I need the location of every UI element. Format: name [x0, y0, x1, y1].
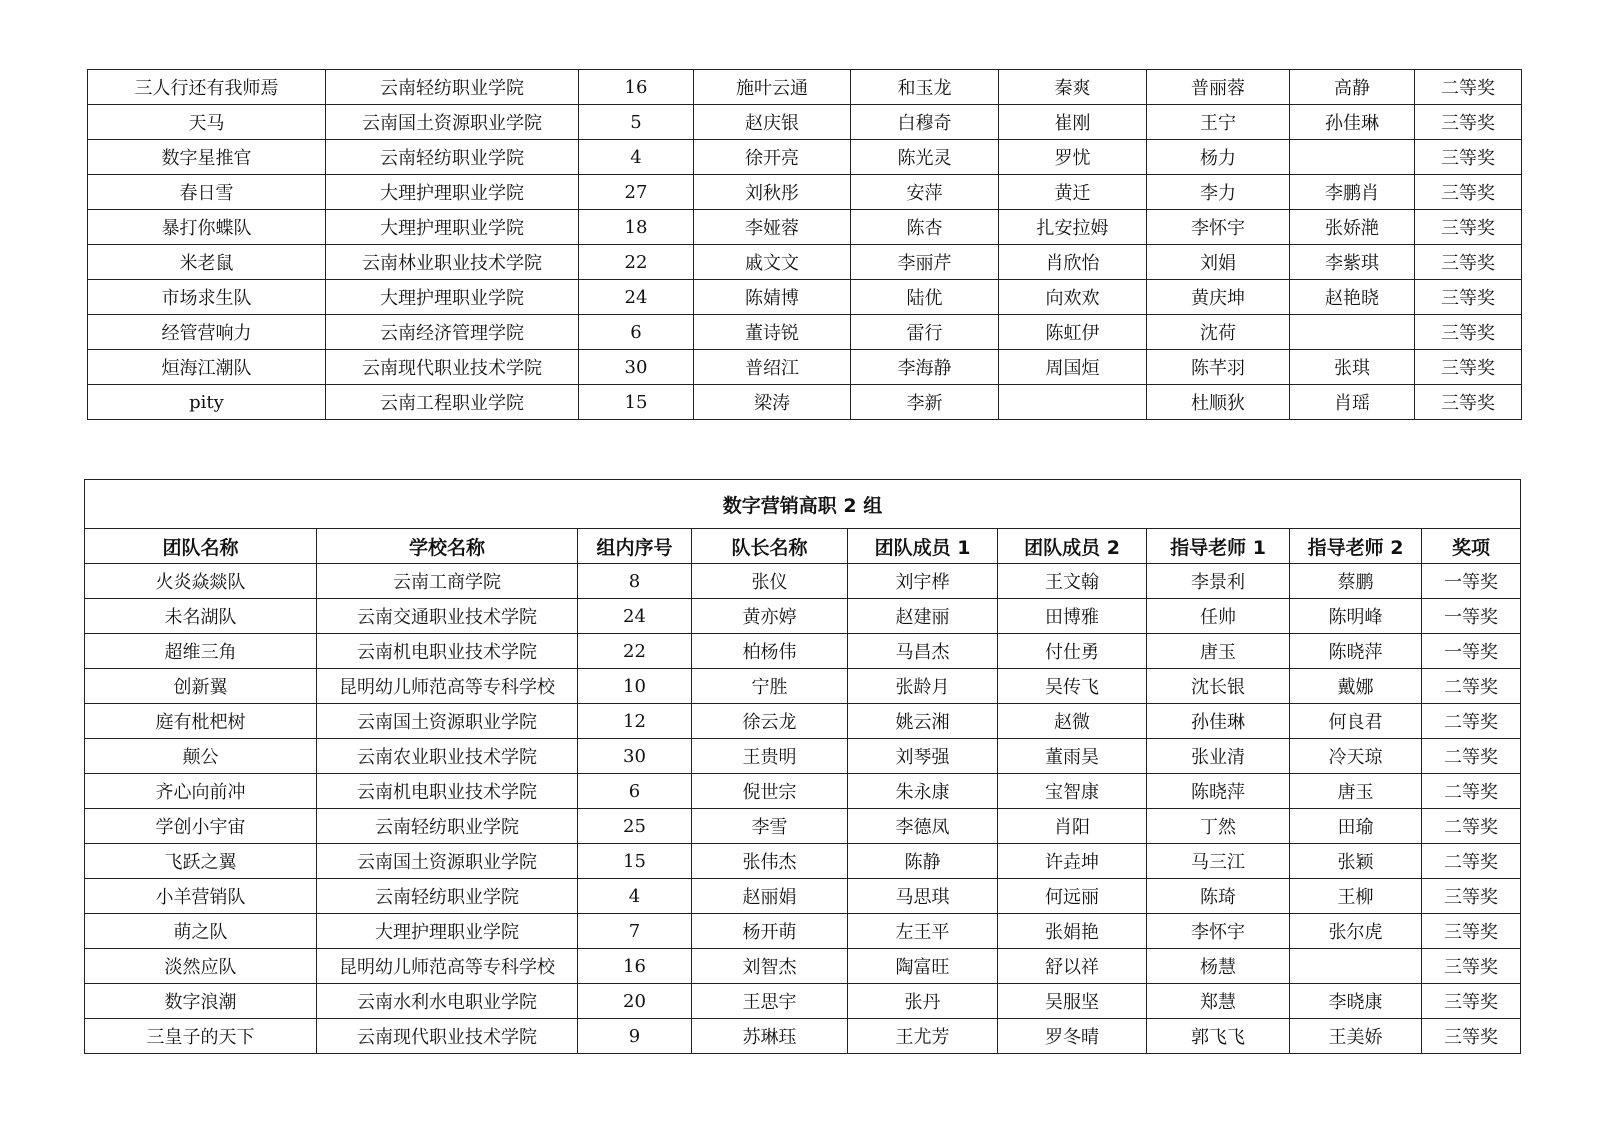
table1-body: [88, 70, 1522, 420]
table-cell: 云南轻纺职业学院: [326, 70, 579, 105]
table-cell: 田瑜: [1290, 809, 1422, 844]
table-row: [88, 210, 1522, 245]
table-cell: [1290, 315, 1415, 350]
table-cell: 陈琦: [1147, 879, 1290, 914]
table-cell: 赵庆银: [694, 105, 851, 140]
table-cell: 米老鼠: [88, 245, 326, 280]
table-row: [85, 949, 1521, 984]
table-cell: 火炎焱燚队: [85, 564, 317, 599]
table-cell: 烜海江潮队: [88, 350, 326, 385]
table-cell: 冷天琼: [1290, 739, 1422, 774]
table-cell: 云南经济管理学院: [326, 315, 579, 350]
table-cell: 李鹏肖: [1290, 175, 1415, 210]
table-cell: 施叶云通: [694, 70, 851, 105]
table-cell: 徐开亮: [694, 140, 851, 175]
table-cell: 陈虹伊: [999, 315, 1147, 350]
table-cell: 刘智杰: [692, 949, 848, 984]
table-cell: 云南机电职业技术学院: [317, 634, 578, 669]
table-cell: 24: [579, 280, 694, 315]
table-cell: 徐云龙: [692, 704, 848, 739]
table-cell: 一等奖: [1422, 564, 1521, 599]
table-cell: 陆优: [851, 280, 999, 315]
table-cell: 孙佳琳: [1290, 105, 1415, 140]
table-cell: 戴娜: [1290, 669, 1422, 704]
table-cell: 萌之队: [85, 914, 317, 949]
table-cell: 昆明幼儿师范高等专科学校: [317, 949, 578, 984]
table-cell: 云南轻纺职业学院: [317, 879, 578, 914]
table-cell: 云南机电职业技术学院: [317, 774, 578, 809]
table-cell: 15: [579, 385, 694, 420]
table-cell: 杨开萌: [692, 914, 848, 949]
table-cell: 三等奖: [1422, 879, 1521, 914]
table-cell: 刘琴强: [848, 739, 998, 774]
table-cell: 陈婧博: [694, 280, 851, 315]
table-cell: 李晓康: [1290, 984, 1422, 1019]
awards-table-group-2: [84, 479, 1521, 1054]
table-cell: 肖阳: [998, 809, 1147, 844]
table-cell: 三等奖: [1422, 1019, 1521, 1054]
table-cell: 一等奖: [1422, 634, 1521, 669]
table-row: [88, 245, 1522, 280]
column-header: 奖项: [1422, 529, 1521, 564]
table-cell: 庭有枇杷树: [85, 704, 317, 739]
table-cell: 一等奖: [1422, 599, 1521, 634]
table-cell: 云南林业职业技术学院: [326, 245, 579, 280]
table-cell: 大理护理职业学院: [326, 210, 579, 245]
table-cell: 4: [578, 879, 692, 914]
table-cell: 马思琪: [848, 879, 998, 914]
caption-row: [85, 480, 1521, 529]
table-cell: 李丽芹: [851, 245, 999, 280]
table-cell: 云南国土资源职业学院: [317, 704, 578, 739]
table-cell: 陈静: [848, 844, 998, 879]
table-cell: 未名湖队: [85, 599, 317, 634]
table-cell: 10: [578, 669, 692, 704]
table-cell: 三皇子的天下: [85, 1019, 317, 1054]
table-cell: 淡然应队: [85, 949, 317, 984]
table-cell: 杨慧: [1147, 949, 1290, 984]
table-cell: 王柳: [1290, 879, 1422, 914]
table-cell: 三等奖: [1415, 175, 1522, 210]
column-header: 队长名称: [692, 529, 848, 564]
table-cell: 二等奖: [1415, 70, 1522, 105]
table-cell: 6: [578, 774, 692, 809]
table-cell: 8: [578, 564, 692, 599]
table-cell: 黄庆坤: [1147, 280, 1290, 315]
table-cell: 李怀宇: [1147, 914, 1290, 949]
table-cell: 李德凤: [848, 809, 998, 844]
table-row: [85, 564, 1521, 599]
table-cell: 颠公: [85, 739, 317, 774]
table-cell: [1290, 949, 1422, 984]
table-cell: 王文翰: [998, 564, 1147, 599]
table-cell: 丁然: [1147, 809, 1290, 844]
table-cell: 12: [578, 704, 692, 739]
table-cell: 天马: [88, 105, 326, 140]
table-cell: 三等奖: [1422, 914, 1521, 949]
table-cell: 普丽蓉: [1147, 70, 1290, 105]
table-cell: 二等奖: [1422, 739, 1521, 774]
table-cell: 何远丽: [998, 879, 1147, 914]
table-cell: 李紫琪: [1290, 245, 1415, 280]
table-cell: 三人行还有我师焉: [88, 70, 326, 105]
table-cell: 王宁: [1147, 105, 1290, 140]
table-cell: 李海静: [851, 350, 999, 385]
column-header: 组内序号: [578, 529, 692, 564]
column-header: 学校名称: [317, 529, 578, 564]
table-cell: 李娅蓉: [694, 210, 851, 245]
table-cell: 云南水利水电职业学院: [317, 984, 578, 1019]
table-cell: 20: [578, 984, 692, 1019]
table-cell: 马三江: [1147, 844, 1290, 879]
table-cell: 27: [579, 175, 694, 210]
table-row: [88, 280, 1522, 315]
table-cell: 陈光灵: [851, 140, 999, 175]
table-cell: 何良君: [1290, 704, 1422, 739]
column-header: 指导老师 2: [1290, 529, 1422, 564]
table-cell: 16: [579, 70, 694, 105]
table-cell: 崔刚: [999, 105, 1147, 140]
table-cell: 云南轻纺职业学院: [317, 809, 578, 844]
table-row: [85, 739, 1521, 774]
table-cell: 云南交通职业技术学院: [317, 599, 578, 634]
table-cell: 5: [579, 105, 694, 140]
table-cell: 高静: [1290, 70, 1415, 105]
table-row: [85, 774, 1521, 809]
table-cell: 和玉龙: [851, 70, 999, 105]
table-cell: 18: [579, 210, 694, 245]
table-cell: 张尔虎: [1290, 914, 1422, 949]
table-cell: 沈长银: [1147, 669, 1290, 704]
table-cell: 周国烜: [999, 350, 1147, 385]
table-cell: 三等奖: [1415, 105, 1522, 140]
column-header: 指导老师 1: [1147, 529, 1290, 564]
table-cell: 黄迁: [999, 175, 1147, 210]
table-cell: 孙佳琳: [1147, 704, 1290, 739]
table-cell: 张龄月: [848, 669, 998, 704]
column-header: 团队名称: [85, 529, 317, 564]
table-cell: 向欢欢: [999, 280, 1147, 315]
table-cell: 李怀宇: [1147, 210, 1290, 245]
column-header: 团队成员 1: [848, 529, 998, 564]
table-cell: 张丹: [848, 984, 998, 1019]
table-caption: 数字营销高职 2 组: [85, 480, 1521, 529]
column-header: 团队成员 2: [998, 529, 1147, 564]
table-cell: 罗忧: [999, 140, 1147, 175]
table-cell: 张颖: [1290, 844, 1422, 879]
table-cell: 学创小宇宙: [85, 809, 317, 844]
table-row: [88, 105, 1522, 140]
table-cell: 付仕勇: [998, 634, 1147, 669]
table-cell: 朱永康: [848, 774, 998, 809]
table-cell: 陶富旺: [848, 949, 998, 984]
table-cell: 李雪: [692, 809, 848, 844]
table-cell: 陈晓萍: [1147, 774, 1290, 809]
table-cell: 蔡鹏: [1290, 564, 1422, 599]
table-cell: 王美娇: [1290, 1019, 1422, 1054]
table-cell: 4: [579, 140, 694, 175]
table-cell: 倪世宗: [692, 774, 848, 809]
table-cell: 马昌杰: [848, 634, 998, 669]
table-cell: 郑慧: [1147, 984, 1290, 1019]
table-cell: 陈明峰: [1290, 599, 1422, 634]
table-row: [85, 984, 1521, 1019]
table-cell: 云南国土资源职业学院: [317, 844, 578, 879]
table-cell: 田博雅: [998, 599, 1147, 634]
table-cell: 30: [579, 350, 694, 385]
table-cell: 董诗锐: [694, 315, 851, 350]
table-cell: 大理护理职业学院: [326, 280, 579, 315]
table-cell: 三等奖: [1415, 210, 1522, 245]
table-cell: 三等奖: [1415, 140, 1522, 175]
table-cell: 杜顺狄: [1147, 385, 1290, 420]
table-row: [88, 385, 1522, 420]
table-cell: 肖瑶: [1290, 385, 1415, 420]
table-cell: [999, 385, 1147, 420]
table-cell: 云南工商学院: [317, 564, 578, 599]
table-cell: 陈杏: [851, 210, 999, 245]
table-cell: 戚文文: [694, 245, 851, 280]
table-cell: 三等奖: [1422, 984, 1521, 1019]
table-row: [85, 1019, 1521, 1054]
table-cell: 董雨昊: [998, 739, 1147, 774]
table-cell: 飞跃之翼: [85, 844, 317, 879]
table-cell: 7: [578, 914, 692, 949]
table-cell: 昆明幼儿师范高等专科学校: [317, 669, 578, 704]
table-cell: 苏琳珏: [692, 1019, 848, 1054]
table-cell: 15: [578, 844, 692, 879]
table-cell: 二等奖: [1422, 669, 1521, 704]
table2-body: [85, 564, 1521, 1054]
table-cell: 三等奖: [1415, 245, 1522, 280]
table-cell: 二等奖: [1422, 809, 1521, 844]
table-cell: 舒以祥: [998, 949, 1147, 984]
table-cell: 吴传飞: [998, 669, 1147, 704]
table-row: [88, 175, 1522, 210]
table-cell: 30: [578, 739, 692, 774]
table-cell: 云南农业职业技术学院: [317, 739, 578, 774]
table-cell: 暴打你蝶队: [88, 210, 326, 245]
table-row: [85, 879, 1521, 914]
table-cell: 黄亦婷: [692, 599, 848, 634]
table-cell: 云南轻纺职业学院: [326, 140, 579, 175]
awards-table-continued: [87, 69, 1522, 420]
table-row: [85, 634, 1521, 669]
header-row: [85, 529, 1521, 564]
table-row: [88, 70, 1522, 105]
table-cell: 经管营响力: [88, 315, 326, 350]
table-cell: 三等奖: [1415, 385, 1522, 420]
table-cell: 左王平: [848, 914, 998, 949]
table-cell: 赵建丽: [848, 599, 998, 634]
table-cell: 张仪: [692, 564, 848, 599]
table-cell: 张娟艳: [998, 914, 1147, 949]
table-cell: 数字星推官: [88, 140, 326, 175]
table-cell: 柏杨伟: [692, 634, 848, 669]
table-cell: 安萍: [851, 175, 999, 210]
table-cell: 数字浪潮: [85, 984, 317, 1019]
table-cell: 二等奖: [1422, 774, 1521, 809]
table-cell: 宁胜: [692, 669, 848, 704]
table-cell: 创新翼: [85, 669, 317, 704]
table-cell: 二等奖: [1422, 704, 1521, 739]
table-cell: pity: [88, 385, 326, 420]
table-cell: 齐心向前冲: [85, 774, 317, 809]
table-cell: 罗冬晴: [998, 1019, 1147, 1054]
table-row: [85, 669, 1521, 704]
table-row: [85, 844, 1521, 879]
table-row: [85, 914, 1521, 949]
table-cell: 秦爽: [999, 70, 1147, 105]
table-cell: 王贵明: [692, 739, 848, 774]
table-cell: 许垚坤: [998, 844, 1147, 879]
table-cell: 超维三角: [85, 634, 317, 669]
table-row: [85, 704, 1521, 739]
table-cell: 三等奖: [1422, 949, 1521, 984]
table-cell: 赵丽娟: [692, 879, 848, 914]
table-cell: 郭飞飞: [1147, 1019, 1290, 1054]
table-cell: 云南工程职业学院: [326, 385, 579, 420]
table-cell: 肖欣怡: [999, 245, 1147, 280]
table-row: [85, 809, 1521, 844]
table-cell: 普绍江: [694, 350, 851, 385]
table-row: [88, 140, 1522, 175]
table-cell: 云南现代职业技术学院: [317, 1019, 578, 1054]
table-cell: 扎安拉姆: [999, 210, 1147, 245]
table-cell: 赵艳晓: [1290, 280, 1415, 315]
table-cell: 赵微: [998, 704, 1147, 739]
table-cell: 陈芊羽: [1147, 350, 1290, 385]
table-cell: 李力: [1147, 175, 1290, 210]
table-cell: 张娇滟: [1290, 210, 1415, 245]
table-cell: 张琪: [1290, 350, 1415, 385]
table-cell: 姚云湘: [848, 704, 998, 739]
table-cell: 王尤芳: [848, 1019, 998, 1054]
table-cell: 春日雪: [88, 175, 326, 210]
table-cell: 三等奖: [1415, 350, 1522, 385]
table-cell: 6: [579, 315, 694, 350]
table-cell: 雷行: [851, 315, 999, 350]
table-cell: 吴服坚: [998, 984, 1147, 1019]
table-cell: 沈荷: [1147, 315, 1290, 350]
table-cell: 任帅: [1147, 599, 1290, 634]
table-row: [88, 315, 1522, 350]
table-cell: 陈晓萍: [1290, 634, 1422, 669]
table-cell: 22: [578, 634, 692, 669]
table-row: [88, 350, 1522, 385]
table-row: [85, 599, 1521, 634]
table-cell: 张伟杰: [692, 844, 848, 879]
table-cell: 刘宇桦: [848, 564, 998, 599]
table-cell: 唐玉: [1147, 634, 1290, 669]
table-cell: 大理护理职业学院: [326, 175, 579, 210]
table-cell: 24: [578, 599, 692, 634]
table-cell: 李新: [851, 385, 999, 420]
table-cell: 25: [578, 809, 692, 844]
table-cell: 王思宇: [692, 984, 848, 1019]
table-cell: 刘娟: [1147, 245, 1290, 280]
table-cell: 小羊营销队: [85, 879, 317, 914]
table-cell: 云南现代职业技术学院: [326, 350, 579, 385]
table-cell: 大理护理职业学院: [317, 914, 578, 949]
table-cell: 唐玉: [1290, 774, 1422, 809]
table-cell: 杨力: [1147, 140, 1290, 175]
table-cell: 宝智康: [998, 774, 1147, 809]
table-cell: 二等奖: [1422, 844, 1521, 879]
table-cell: 李景利: [1147, 564, 1290, 599]
table-cell: 张业清: [1147, 739, 1290, 774]
table-cell: 16: [578, 949, 692, 984]
table-cell: 刘秋彤: [694, 175, 851, 210]
table-cell: 白穆奇: [851, 105, 999, 140]
table-cell: 云南国土资源职业学院: [326, 105, 579, 140]
table-cell: 9: [578, 1019, 692, 1054]
table-cell: 市场求生队: [88, 280, 326, 315]
table-cell: [1290, 140, 1415, 175]
table-cell: 梁涛: [694, 385, 851, 420]
table-cell: 22: [579, 245, 694, 280]
table-cell: 三等奖: [1415, 280, 1522, 315]
table-cell: 三等奖: [1415, 315, 1522, 350]
